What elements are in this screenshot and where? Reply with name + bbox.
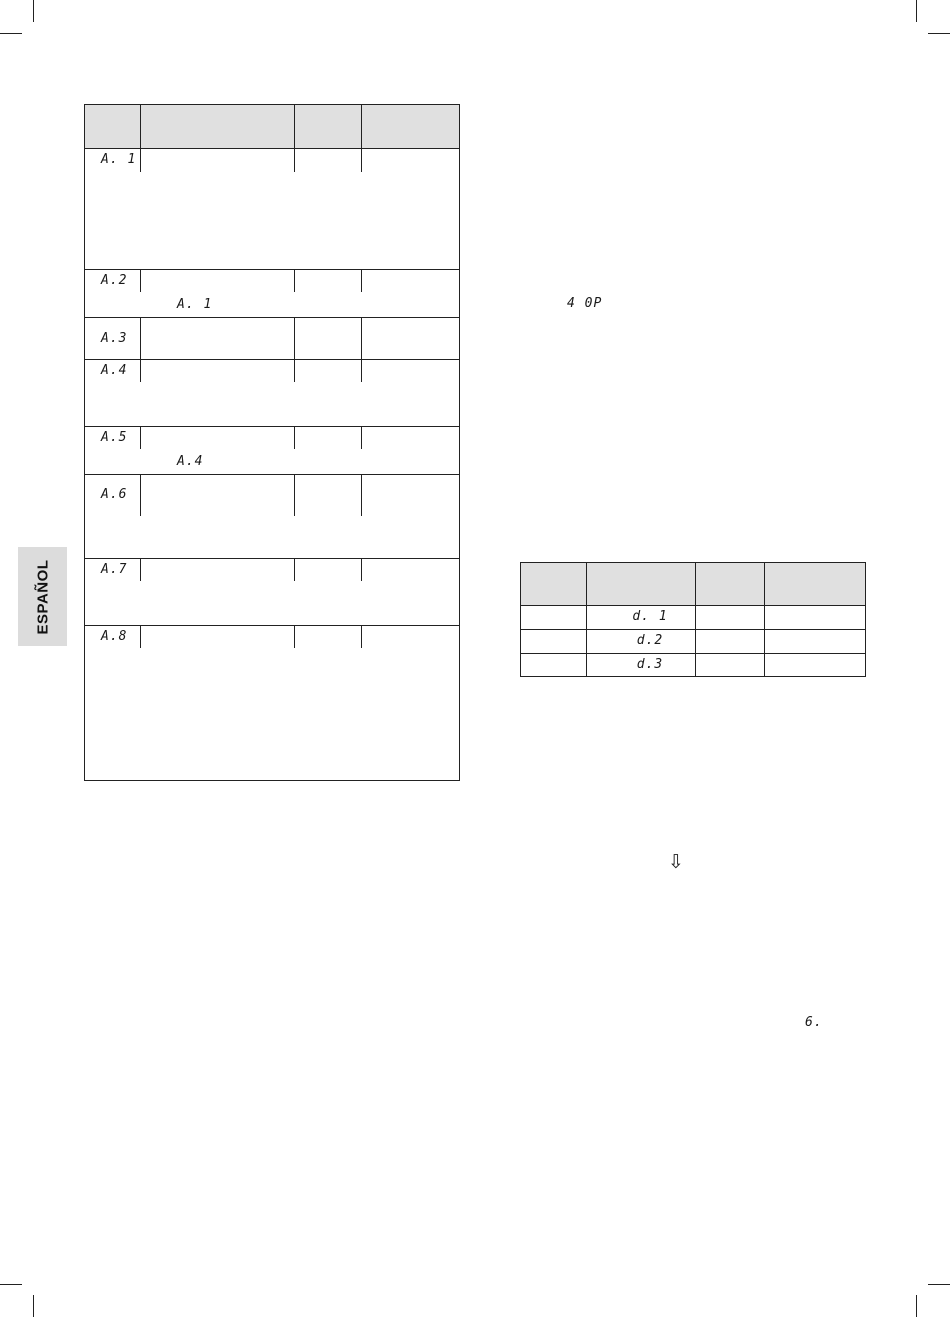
crop-mark [928, 33, 950, 34]
program-code-a7: A.7 [101, 562, 128, 577]
display-code: 4 0P [567, 296, 603, 311]
crop-mark [33, 0, 34, 22]
program-table-header [85, 105, 459, 149]
crop-mark [0, 1284, 22, 1285]
program-code-a1: A. 1 [101, 152, 137, 167]
degree-table [520, 562, 866, 677]
crop-mark [916, 1295, 917, 1317]
degree-code-d1: d. 1 [632, 609, 668, 624]
program-code-a3: A.3 [101, 331, 128, 346]
degree-code-d3: d.3 [636, 657, 664, 672]
crop-mark [0, 33, 22, 34]
program-code-a5: A.5 [101, 430, 128, 445]
language-tab-label: ESPAÑOL [34, 559, 51, 634]
program-code-a6: A.6 [101, 487, 128, 502]
language-tab [18, 547, 67, 646]
down-arrow-icon: ⇩ [668, 851, 684, 873]
program-code-a8: A.8 [101, 629, 128, 644]
crop-mark [928, 1284, 950, 1285]
crop-mark [33, 1295, 34, 1317]
end-code: 6. [805, 1015, 823, 1030]
crop-mark [916, 0, 917, 22]
program-ref-code-a4: A.4 [177, 454, 204, 469]
program-code-a2: A.2 [101, 273, 128, 288]
degree-code-d2: d.2 [636, 633, 664, 648]
program-table [84, 104, 460, 781]
degree-table-header [521, 563, 865, 606]
program-ref-code-a1: A. 1 [177, 297, 213, 312]
program-code-a4: A.4 [101, 363, 128, 378]
